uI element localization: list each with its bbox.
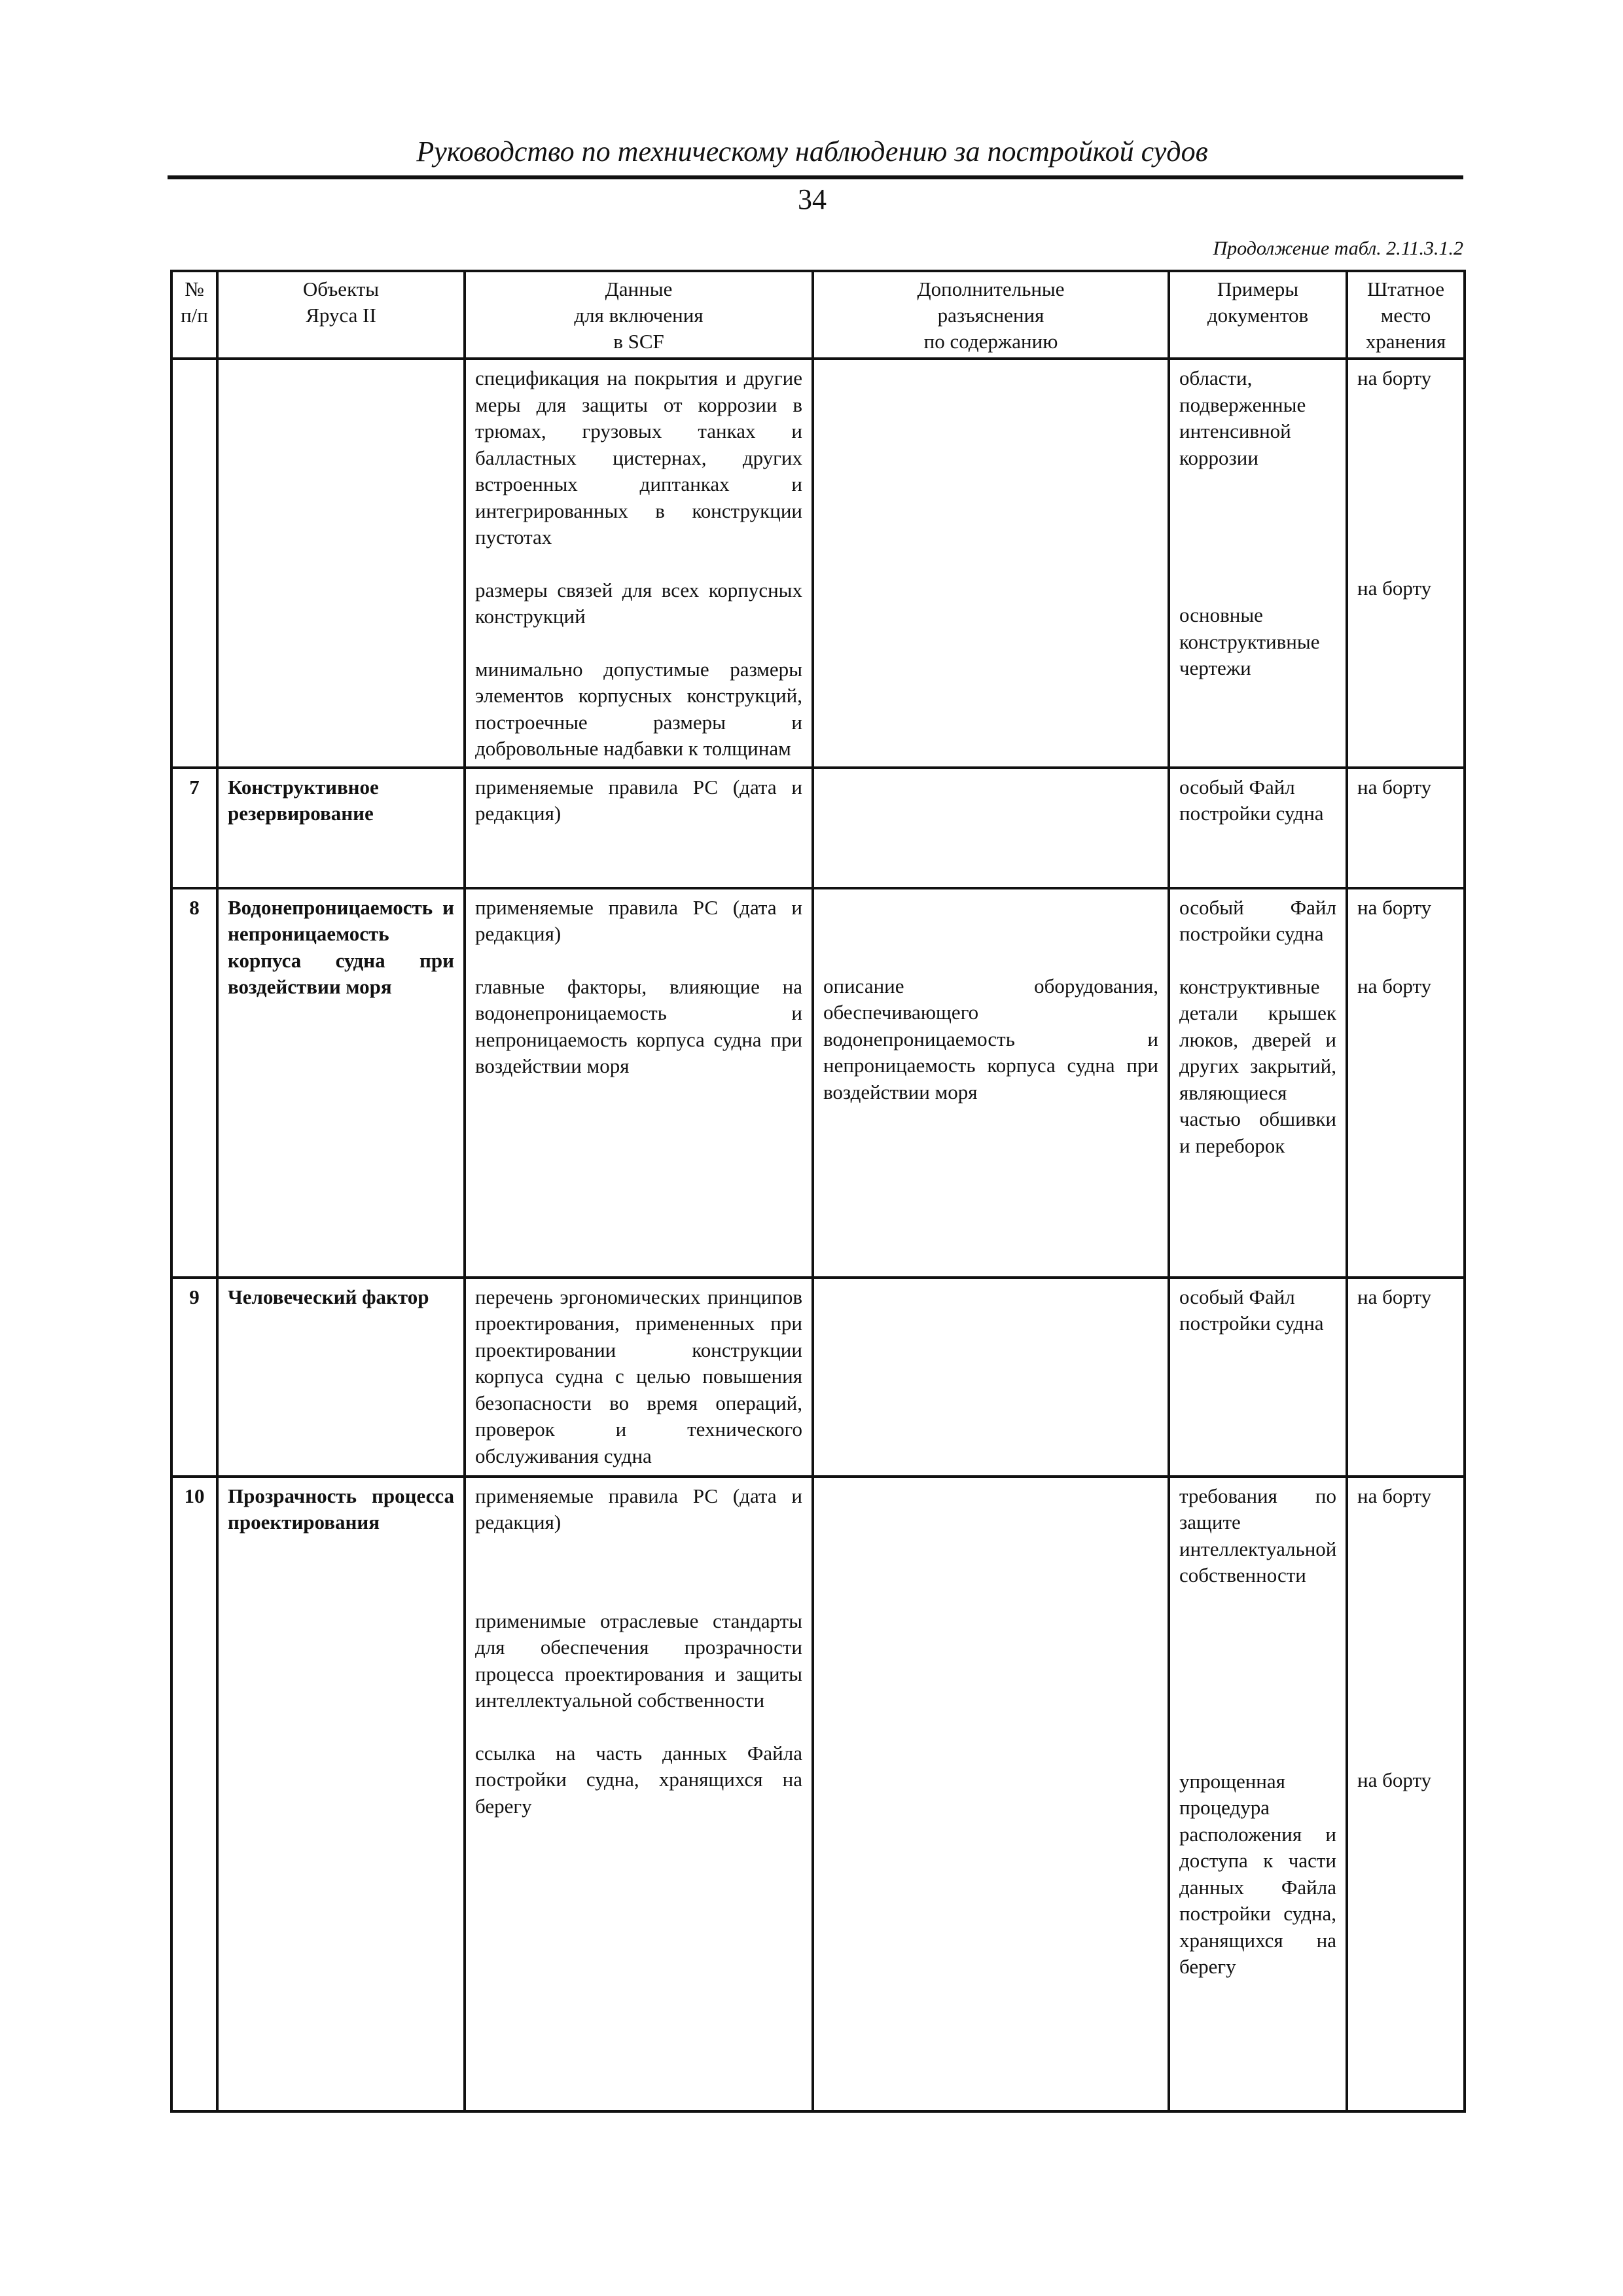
requirements-table bbox=[170, 270, 1466, 2113]
header-data: Данные для включения в SCF bbox=[465, 271, 813, 359]
row-num: 9 bbox=[171, 1278, 217, 1477]
row-object: Прозрачность процесса проектирования bbox=[217, 1477, 465, 2111]
row-examples: требования по защите интеллектуальной собственности упрощенная процедура расположения и доступа к части данных Файла постройки судна, хранящихся на берегу bbox=[1169, 1477, 1347, 2111]
row-num: 8 bbox=[171, 888, 217, 1278]
row-storage: на борту на борту bbox=[1347, 359, 1465, 768]
row-data: применяемые правила РС (дата и редакция) bbox=[465, 768, 813, 888]
running-head: Руководство по техническому наблюдению за постройкой судов bbox=[416, 135, 1208, 168]
table-row bbox=[171, 768, 1465, 888]
header-rule bbox=[168, 175, 1463, 179]
table-row bbox=[171, 359, 1465, 768]
row-data: применяемые правила РС (дата и редакция) применимые отраслевые стандарты для обеспечения прозрачности процесса проектирования и защиты интеллектуальной собственности ссылка на часть данных Файла постройки судна, хранящихся на берегу bbox=[465, 1477, 813, 2111]
row-examples: особый Файл постройки судна bbox=[1169, 768, 1347, 888]
row-data: спецификация на покрытия и другие меры для защиты от коррозии в трюмах, грузовых танках и балластных цистернах, других встроенных диптанках и интегрированных в конструкции пустотах размеры связей для всех корпусных конструкций минимально допустимые размеры элементов корпусных конструкций, построечные размеры и добровольные надбавки к толщинам bbox=[465, 359, 813, 768]
row-num: 7 bbox=[171, 768, 217, 888]
row-examples: особый Файл постройки судна bbox=[1169, 1278, 1347, 1477]
row-storage: на борту bbox=[1347, 1278, 1465, 1477]
row-explain bbox=[813, 768, 1169, 888]
table-continuation-caption: Продолжение табл. 2.11.3.1.2 bbox=[1213, 238, 1463, 259]
row-explain: описание оборудования, обеспечивающего водонепроницаемость и непроницаемость корпуса судна при воздействии моря bbox=[813, 888, 1169, 1278]
row-explain bbox=[813, 1477, 1169, 2111]
row-num: 10 bbox=[171, 1477, 217, 2111]
header-num: № п/п bbox=[171, 271, 217, 359]
row-data: перечень эргономических принципов проектирования, примененных при проектировании конструкции корпуса судна с целью повышения безопасности во время операций, проверок и технического обслуживания судна bbox=[465, 1278, 813, 1477]
row-explain bbox=[813, 359, 1169, 768]
row-storage: на борту на борту bbox=[1347, 888, 1465, 1278]
row-object: Водонепроницаемость и непроницаемость корпуса судна при воздействии моря bbox=[217, 888, 465, 1278]
row-num bbox=[171, 359, 217, 768]
row-object: Конструктивное резервирование bbox=[217, 768, 465, 888]
table-row bbox=[171, 1278, 1465, 1477]
row-object: Человеческий фактор bbox=[217, 1278, 465, 1477]
row-explain bbox=[813, 1278, 1169, 1477]
row-object bbox=[217, 359, 465, 768]
page-number: 34 bbox=[798, 183, 827, 215]
header-explain: Дополнительные разъяснения по содержанию bbox=[813, 271, 1169, 359]
header-examples: Примеры документов bbox=[1169, 271, 1347, 359]
table-header-row bbox=[171, 271, 1465, 359]
row-storage: на борту на борту bbox=[1347, 1477, 1465, 2111]
row-examples: области, подверженные интенсивной коррозии основные конструктивные чертежи bbox=[1169, 359, 1347, 768]
header-object: Объекты Яруса II bbox=[217, 271, 465, 359]
table-row bbox=[171, 888, 1465, 1278]
table-row bbox=[171, 1477, 1465, 2111]
row-examples: особый Файл постройки судна конструктивные детали крышек люков, дверей и других закрытий, являющиеся частью обшивки и переборок bbox=[1169, 888, 1347, 1278]
row-data: применяемые правила РС (дата и редакция) главные факторы, влияющие на водонепроницаемость и непроницаемость корпуса судна при воздействии моря bbox=[465, 888, 813, 1278]
header-storage: Штатное место хранения bbox=[1347, 271, 1465, 359]
row-storage: на борту bbox=[1347, 768, 1465, 888]
